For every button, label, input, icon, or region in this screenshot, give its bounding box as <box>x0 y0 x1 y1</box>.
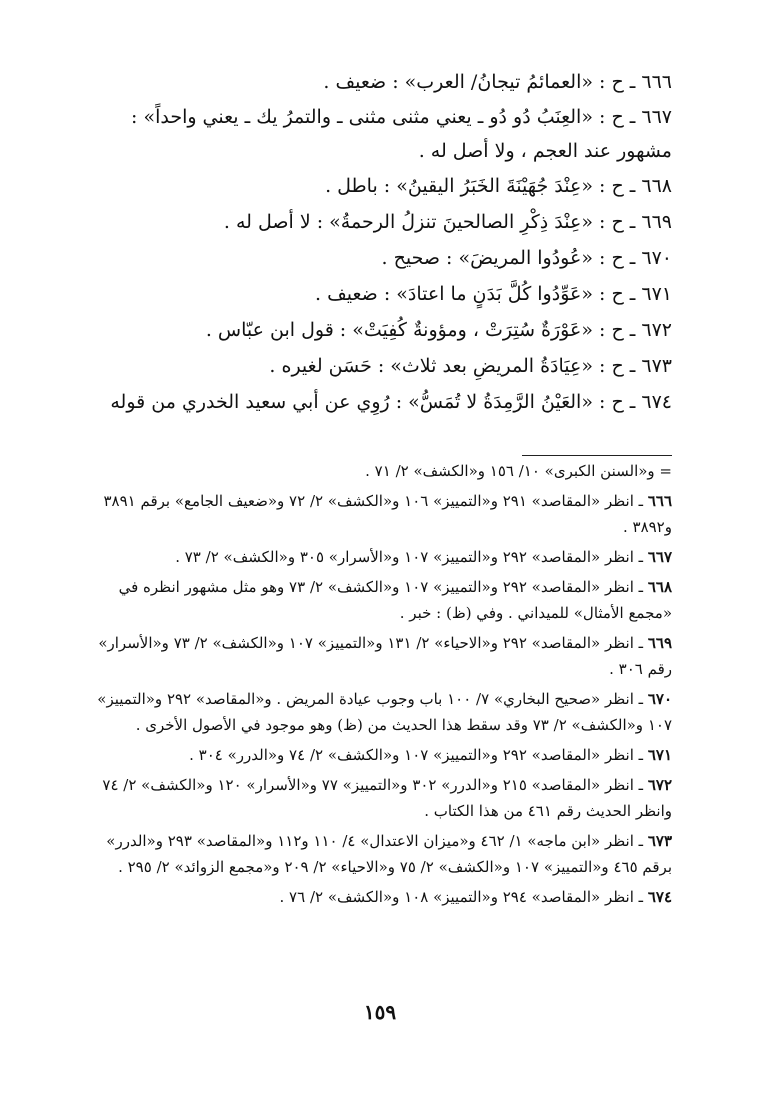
entry-671: ٦٧١ ـ ح : «عَوِّدُوا كُلَّ بَدَنٍ ما اعتادَ» : ضعيف . <box>315 283 672 305</box>
main-text <box>96 64 672 420</box>
footnote-673: ٦٧٣ ـ انظر «ابن ماجه» ١/ ٤٦٢ و«ميزان الاعتدال» ٤/ ١١٠ و١١٢ و«المقاصد» ٢٩٣ و«الدرر» برقم ٤٦٥ و«التمييز» ١٠٧ و«الكشف» ٢/ ٧٥ و«الاحياء» ٢/ ٢٠٩ و«مجمع الزوائد» ٢/ ٢٩٥ . <box>106 832 672 876</box>
footnote-671: ٦٧١ ـ انظر «المقاصد» ٢٩٢ و«التمييز» ١٠٧ و«الكشف» ٢/ ٧٤ و«الدرر» ٣٠٤ . <box>189 746 672 764</box>
entry-672: ٦٧٢ ـ ح : «عَوْرَةٌ سُتِرَتْ ، ومؤونةٌ كُفِيَتْ» : قول ابن عبّاس . <box>205 319 672 341</box>
entry-674: ٦٧٤ ـ ح : «العَيْنُ الرَّمِدَةُ لا تُمَسُّ» : رُوِي عن أبي سعيد الخدري من قوله <box>110 391 672 413</box>
footnote-672: ٦٧٢ ـ انظر «المقاصد» ٢١٥ و«الدرر» ٣٠٢ و«التمييز» ٧٧ و«الأسرار» ١٢٠ و«الكشف» ٢/ ٧٤ وانظر الحديث رقم ٤٦١ من هذا الكتاب . <box>102 776 672 820</box>
footnote-670: ٦٧٠ ـ انظر «صحيح البخاري» ٧/ ١٠٠ باب وجوب عيادة المريض . و«المقاصد» ٢٩٢ و«التمييز» ١٠٧ و«الكشف» ٢/ ٧٣ وقد سقط هذا الحديث من (ظ) وهو موجود في الأصول الأخرى . <box>97 690 672 734</box>
footnote-continuation: = و«السنن الكبرى» ١٠/ ١٥٦ و«الكشف» ٢/ ٧١ . <box>365 462 672 480</box>
footnote-668: ٦٦٨ ـ انظر «المقاصد» ٢٩٢ و«التمييز» ١٠٧ و«الكشف» ٢/ ٧٣ وهو مثل مشهور انظره في «مجمع الأمثال» للميداني . وفي (ظ) : خبر . <box>118 578 672 622</box>
entry-669: ٦٦٩ ـ ح : «عِنْدَ ذِكْرِ الصالحينَ تنزلُ الرحمةُ» : لا أصل له . <box>223 211 672 233</box>
entry-666: ٦٦٦ ـ ح : «العمائمُ تيجانُ/ العرب» : ضعيف . <box>323 71 672 93</box>
footnote-667: ٦٦٧ ـ انظر «المقاصد» ٢٩٢ و«التمييز» ١٠٧ و«الأسرار» ٣٠٥ و«الكشف» ٢/ ٧٣ . <box>175 548 672 566</box>
entry-670: ٦٧٠ ـ ح : «عُودُوا المريضَ» : صحيح . <box>381 247 672 269</box>
footnotes <box>96 458 672 914</box>
entry-668: ٦٦٨ ـ ح : «عِنْدَ جُهَيْنَةَ الخَبَرُ اليقينُ» : باطل . <box>325 175 672 197</box>
footnote-669: ٦٦٩ ـ انظر «المقاصد» ٢٩٢ و«الاحياء» ٢/ ١٣١ و«التمييز» ١٠٧ و«الكشف» ٢/ ٧٣ و«الأسرار» رقم ٣٠٦ . <box>98 634 672 678</box>
entry-667: ٦٦٧ ـ ح : «العِنَبُ دُو دُو ـ يعني مثنى مثنى ـ والتمرُ يك ـ يعني واحداً» : مشهور عند العجم ، ولا أصل له . <box>131 106 672 162</box>
page-number: ١٥٩ <box>363 1000 397 1024</box>
footnote-separator <box>522 455 672 456</box>
footnote-674: ٦٧٤ ـ انظر «المقاصد» ٢٩٤ و«التمييز» ١٠٨ و«الكشف» ٢/ ٧٦ . <box>279 888 672 906</box>
footnote-666: ٦٦٦ ـ انظر «المقاصد» ٢٩١ و«التمييز» ١٠٦ و«الكشف» ٢/ ٧٢ و«ضعيف الجامع» برقم ٣٨٩١ و٣٨٩٢ . <box>103 492 672 536</box>
entry-673: ٦٧٣ ـ ح : «عِيَادَةُ المريضِ بعد ثلاث» : حَسَن لغيره . <box>269 355 672 377</box>
